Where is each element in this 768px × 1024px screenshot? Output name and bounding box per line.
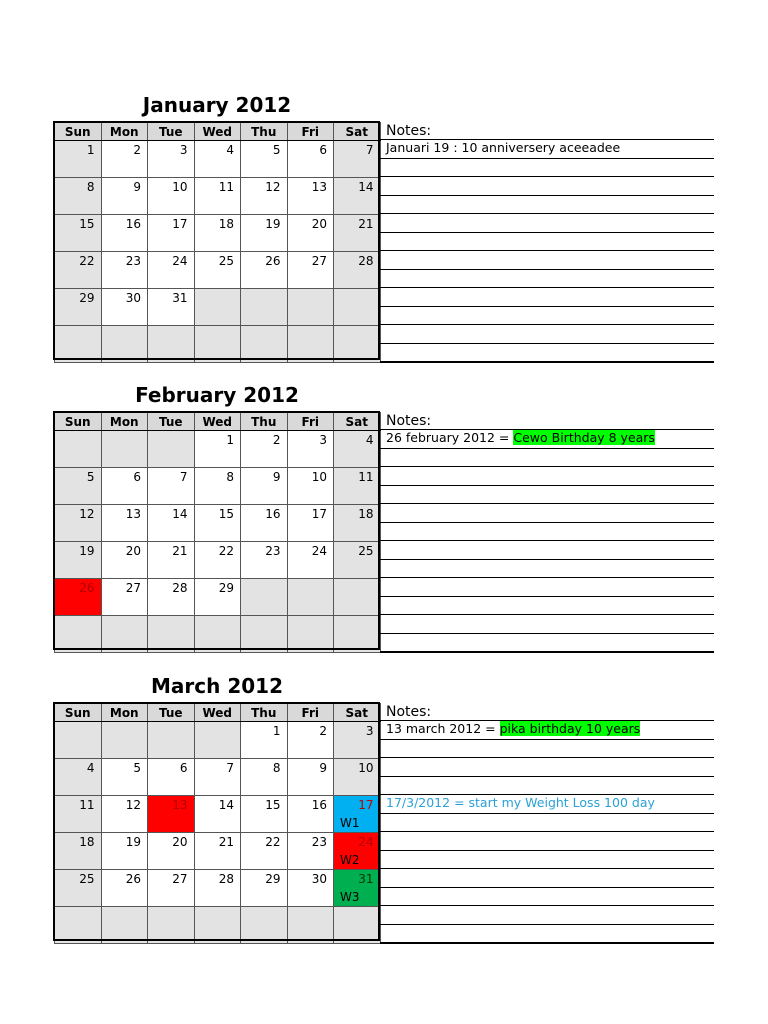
day-number: 28 (358, 254, 374, 268)
month-title: January 2012 (142, 93, 292, 117)
weekday-header: Sun (55, 123, 102, 141)
empty-cell (287, 907, 334, 944)
day-number: 30 (311, 872, 327, 886)
day-number: 27 (172, 872, 188, 886)
day-number: 6 (133, 470, 141, 484)
day-cell[interactable] (148, 289, 195, 326)
weekday-header: Sat (334, 704, 381, 722)
empty-cell (334, 616, 381, 653)
day-cell[interactable] (241, 215, 288, 252)
day-number: 18 (79, 835, 95, 849)
note-line[interactable] (380, 597, 714, 616)
day-number: 29 (265, 872, 281, 886)
day-number: 27 (125, 581, 141, 595)
month-title: February 2012 (135, 383, 299, 407)
day-number: 30 (125, 291, 141, 305)
day-cell[interactable] (287, 215, 334, 252)
day-number: 25 (358, 544, 374, 558)
day-cell[interactable] (287, 178, 334, 215)
day-cell[interactable] (194, 141, 241, 178)
day-cell[interactable] (241, 833, 288, 870)
day-number: 14 (172, 507, 188, 521)
day-cell[interactable] (287, 759, 334, 796)
empty-cell (194, 289, 241, 326)
day-cell[interactable] (55, 178, 102, 215)
day-cell[interactable] (194, 178, 241, 215)
day-cell[interactable] (334, 505, 381, 542)
empty-cell (55, 326, 102, 363)
empty-cell (241, 289, 288, 326)
day-number: 14 (218, 798, 234, 812)
day-number: 16 (265, 507, 281, 521)
day-cell[interactable] (241, 505, 288, 542)
empty-cell (287, 289, 334, 326)
day-number: 29 (218, 581, 234, 595)
day-number: 8 (272, 761, 281, 775)
empty-cell (241, 907, 288, 944)
note-line[interactable] (380, 504, 714, 523)
day-number: 14 (358, 180, 374, 194)
note-text: 17/3/2012 = start my Weight Loss 100 day (386, 795, 655, 810)
day-number: 5 (272, 143, 281, 157)
day-number: 10 (311, 470, 327, 484)
day-cell[interactable] (334, 468, 381, 505)
day-number: 20 (125, 544, 141, 558)
day-cell[interactable] (148, 215, 195, 252)
empty-cell (334, 326, 381, 363)
day-cell[interactable] (148, 759, 195, 796)
note-line[interactable] (380, 140, 714, 159)
day-cell[interactable] (101, 833, 148, 870)
day-number: 18 (358, 507, 374, 521)
day-number: 11 (358, 470, 374, 484)
day-number: 25 (79, 872, 95, 886)
day-number: 5 (86, 470, 95, 484)
day-number: 27 (311, 254, 327, 268)
day-cell[interactable] (194, 542, 241, 579)
day-number: 12 (265, 180, 281, 194)
day-cell[interactable] (101, 252, 148, 289)
note-text: Januari 19 : 10 anniversery aceeadee (386, 140, 621, 155)
day-cell[interactable] (148, 870, 195, 907)
day-cell[interactable] (241, 178, 288, 215)
day-cell[interactable] (194, 468, 241, 505)
day-number: 4 (365, 433, 374, 447)
note-line[interactable] (380, 430, 714, 449)
day-cell[interactable] (55, 796, 102, 833)
day-cell[interactable] (287, 505, 334, 542)
day-number: 11 (79, 798, 95, 812)
day-number: 31 (358, 872, 374, 886)
note-line[interactable] (380, 851, 714, 870)
day-cell[interactable] (101, 579, 148, 616)
day-cell[interactable] (334, 178, 381, 215)
day-number: 18 (218, 217, 234, 231)
day-number: 13 (311, 180, 327, 194)
day-number: 9 (319, 761, 327, 775)
day-cell[interactable] (101, 215, 148, 252)
notes-panel (380, 703, 714, 944)
day-number: 8 (86, 180, 95, 194)
note-line[interactable] (380, 177, 714, 196)
note-line[interactable] (380, 560, 714, 579)
note-line[interactable] (380, 888, 714, 907)
day-number: 28 (218, 872, 234, 886)
day-number: 10 (358, 761, 374, 775)
weekday-header: Mon (101, 123, 148, 141)
day-number: 8 (226, 470, 234, 484)
day-cell[interactable] (101, 796, 148, 833)
day-number: 24 (311, 544, 327, 558)
day-cell[interactable] (55, 215, 102, 252)
day-cell[interactable] (55, 505, 102, 542)
day-cell[interactable] (287, 252, 334, 289)
weekday-header: Wed (194, 413, 241, 431)
note-line[interactable] (380, 615, 714, 634)
empty-cell (55, 616, 102, 653)
day-cell[interactable] (287, 141, 334, 178)
empty-cell (194, 907, 241, 944)
day-cell[interactable] (334, 542, 381, 579)
note-line[interactable] (380, 740, 714, 759)
empty-cell (287, 616, 334, 653)
note-line[interactable] (380, 832, 714, 851)
week-label: W3 (340, 890, 360, 904)
day-number: 6 (179, 761, 188, 775)
day-number: 10 (172, 180, 188, 194)
day-number: 15 (218, 507, 234, 521)
day-number: 20 (172, 835, 188, 849)
day-number: 26 (265, 254, 281, 268)
day-number: 23 (311, 835, 327, 849)
day-cell[interactable] (101, 505, 148, 542)
note-line[interactable] (380, 721, 714, 740)
day-number: 21 (172, 544, 188, 558)
day-cell[interactable] (148, 542, 195, 579)
day-cell[interactable] (55, 252, 102, 289)
note-line[interactable] (380, 288, 714, 307)
day-number: 4 (226, 143, 234, 157)
day-number: 2 (133, 143, 141, 157)
note-highlight: pika birthday 10 years (499, 721, 641, 736)
empty-cell (334, 579, 381, 616)
day-number: 6 (319, 143, 327, 157)
weekday-header: Wed (194, 704, 241, 722)
day-cell[interactable] (241, 141, 288, 178)
empty-cell (148, 616, 195, 653)
note-line[interactable] (380, 270, 714, 289)
day-cell[interactable] (334, 722, 381, 759)
day-cell[interactable] (241, 431, 288, 468)
day-cell[interactable] (148, 579, 195, 616)
day-number: 12 (79, 507, 95, 521)
week-label: W2 (340, 853, 360, 867)
day-cell-highlighted[interactable] (148, 796, 195, 833)
day-number: 19 (125, 835, 141, 849)
day-cell[interactable] (194, 252, 241, 289)
day-cell[interactable] (148, 252, 195, 289)
day-cell[interactable] (241, 796, 288, 833)
day-cell[interactable] (194, 833, 241, 870)
empty-cell (101, 907, 148, 944)
day-number: 9 (133, 180, 141, 194)
note-text: 13 march 2012 = (386, 721, 500, 736)
notes-panel (380, 122, 714, 363)
day-cell[interactable] (241, 468, 288, 505)
day-number: 20 (311, 217, 327, 231)
empty-cell (101, 326, 148, 363)
day-number: 1 (86, 143, 95, 157)
empty-cell (241, 326, 288, 363)
day-cell[interactable] (101, 141, 148, 178)
empty-cell (55, 722, 102, 759)
day-number: 25 (218, 254, 234, 268)
day-cell[interactable] (334, 141, 381, 178)
weekday-header: Thu (241, 123, 288, 141)
day-number: 7 (365, 143, 374, 157)
day-cell[interactable] (101, 542, 148, 579)
weekday-header: Sun (55, 413, 102, 431)
empty-cell (101, 616, 148, 653)
day-number: 15 (265, 798, 281, 812)
day-number: 13 (125, 507, 141, 521)
day-cell[interactable] (194, 215, 241, 252)
note-line[interactable] (380, 925, 714, 945)
note-line[interactable] (380, 758, 714, 777)
day-cell[interactable] (287, 468, 334, 505)
weekday-header: Mon (101, 704, 148, 722)
note-line[interactable] (380, 159, 714, 178)
weekday-header: Tue (148, 413, 195, 431)
day-cell[interactable] (194, 579, 241, 616)
day-cell[interactable] (241, 759, 288, 796)
note-line[interactable] (380, 634, 714, 654)
day-cell[interactable] (55, 542, 102, 579)
day-number: 12 (125, 798, 141, 812)
empty-cell (194, 326, 241, 363)
empty-cell (148, 431, 195, 468)
empty-cell (55, 431, 102, 468)
note-highlight: Cewo Birthday 8 years (513, 430, 655, 445)
day-cell[interactable] (194, 796, 241, 833)
day-number: 5 (133, 761, 141, 775)
empty-cell (148, 326, 195, 363)
note-line[interactable] (380, 795, 714, 814)
day-cell[interactable] (241, 722, 288, 759)
day-number: 19 (265, 217, 281, 231)
day-number: 17 (172, 217, 188, 231)
note-line[interactable] (380, 578, 714, 597)
day-number: 28 (172, 581, 188, 595)
note-line[interactable] (380, 214, 714, 233)
day-cell[interactable] (334, 759, 381, 796)
day-cell[interactable] (287, 542, 334, 579)
day-cell[interactable] (101, 289, 148, 326)
day-number: 26 (79, 581, 95, 595)
weekday-header: Thu (241, 704, 288, 722)
note-line[interactable] (380, 251, 714, 270)
day-cell[interactable] (241, 252, 288, 289)
day-number: 22 (79, 254, 95, 268)
day-cell[interactable] (334, 252, 381, 289)
day-cell[interactable] (287, 431, 334, 468)
day-number: 1 (226, 433, 234, 447)
day-number: 9 (272, 470, 281, 484)
day-number: 3 (319, 433, 327, 447)
calendar-grid (54, 122, 381, 363)
day-cell[interactable] (194, 870, 241, 907)
weekday-header: Sun (55, 704, 102, 722)
empty-cell (101, 431, 148, 468)
day-number: 7 (179, 470, 188, 484)
day-cell[interactable] (148, 468, 195, 505)
note-text: 26 february 2012 = (386, 430, 514, 445)
day-cell[interactable] (334, 431, 381, 468)
day-number: 2 (319, 724, 327, 738)
weekday-header: Fri (287, 123, 334, 141)
day-number: 7 (226, 761, 234, 775)
day-number: 26 (125, 872, 141, 886)
empty-cell (194, 616, 241, 653)
day-cell-highlighted[interactable] (334, 796, 381, 833)
day-number: 17 (358, 798, 374, 812)
day-cell[interactable] (55, 468, 102, 505)
day-number: 11 (218, 180, 234, 194)
day-cell[interactable] (148, 178, 195, 215)
day-cell[interactable] (55, 141, 102, 178)
weekday-header: Thu (241, 413, 288, 431)
day-cell[interactable] (287, 870, 334, 907)
day-number: 2 (272, 433, 281, 447)
day-number: 24 (358, 835, 374, 849)
day-cell[interactable] (241, 542, 288, 579)
day-number: 24 (172, 254, 188, 268)
empty-cell (287, 326, 334, 363)
day-cell[interactable] (194, 431, 241, 468)
day-number: 1 (272, 724, 281, 738)
empty-cell (287, 579, 334, 616)
day-cell[interactable] (101, 870, 148, 907)
note-line[interactable] (380, 777, 714, 796)
notes-label: Notes: (380, 412, 714, 430)
day-cell-highlighted[interactable] (334, 833, 381, 870)
day-cell[interactable] (241, 870, 288, 907)
notes-label: Notes: (380, 122, 714, 140)
note-line[interactable] (380, 449, 714, 468)
day-number: 3 (179, 143, 188, 157)
note-line[interactable] (380, 486, 714, 505)
day-number: 3 (365, 724, 374, 738)
day-cell[interactable] (287, 796, 334, 833)
day-cell[interactable] (194, 505, 241, 542)
day-cell[interactable] (55, 759, 102, 796)
weekday-header: Tue (148, 123, 195, 141)
weekday-header: Fri (287, 413, 334, 431)
note-line[interactable] (380, 467, 714, 486)
day-number: 19 (79, 544, 95, 558)
day-number: 22 (218, 544, 234, 558)
note-line[interactable] (380, 523, 714, 542)
day-cell-highlighted[interactable] (55, 579, 102, 616)
note-line[interactable] (380, 307, 714, 326)
note-line[interactable] (380, 541, 714, 560)
day-number: 4 (86, 761, 95, 775)
notes-label: Notes: (380, 703, 714, 721)
note-line[interactable] (380, 869, 714, 888)
month-title: March 2012 (151, 674, 283, 698)
calendar-grid (54, 412, 381, 653)
weekday-header: Sat (334, 413, 381, 431)
empty-cell (334, 289, 381, 326)
day-number: 21 (218, 835, 234, 849)
day-cell[interactable] (148, 505, 195, 542)
day-cell-highlighted[interactable] (334, 870, 381, 907)
weekday-header: Wed (194, 123, 241, 141)
day-cell[interactable] (334, 215, 381, 252)
empty-cell (241, 579, 288, 616)
day-cell[interactable] (55, 870, 102, 907)
empty-cell (148, 722, 195, 759)
weekday-header: Mon (101, 413, 148, 431)
day-number: 29 (79, 291, 95, 305)
note-line[interactable] (380, 233, 714, 252)
day-cell[interactable] (101, 178, 148, 215)
note-line[interactable] (380, 325, 714, 344)
note-line[interactable] (380, 344, 714, 364)
note-line[interactable] (380, 906, 714, 925)
calendar-grid (54, 703, 381, 944)
note-line[interactable] (380, 196, 714, 215)
empty-cell (334, 907, 381, 944)
day-number: 23 (265, 544, 281, 558)
day-number: 17 (311, 507, 327, 521)
day-number: 22 (265, 835, 281, 849)
weekday-header: Fri (287, 704, 334, 722)
day-number: 15 (79, 217, 95, 231)
day-number: 23 (125, 254, 141, 268)
day-number: 16 (311, 798, 327, 812)
day-cell[interactable] (101, 468, 148, 505)
empty-cell (101, 722, 148, 759)
day-number: 21 (358, 217, 374, 231)
day-number: 13 (172, 798, 188, 812)
day-cell[interactable] (287, 722, 334, 759)
day-cell[interactable] (148, 141, 195, 178)
weekday-header: Tue (148, 704, 195, 722)
day-number: 31 (172, 291, 188, 305)
empty-cell (148, 907, 195, 944)
weekday-header: Sat (334, 123, 381, 141)
day-cell[interactable] (101, 759, 148, 796)
empty-cell (55, 907, 102, 944)
notes-panel (380, 412, 714, 653)
empty-cell (241, 616, 288, 653)
empty-cell (194, 722, 241, 759)
day-cell[interactable] (55, 289, 102, 326)
day-cell[interactable] (287, 833, 334, 870)
note-line[interactable] (380, 814, 714, 833)
day-cell[interactable] (194, 759, 241, 796)
day-number: 16 (125, 217, 141, 231)
day-cell[interactable] (55, 833, 102, 870)
week-label: W1 (340, 816, 360, 830)
day-cell[interactable] (148, 833, 195, 870)
